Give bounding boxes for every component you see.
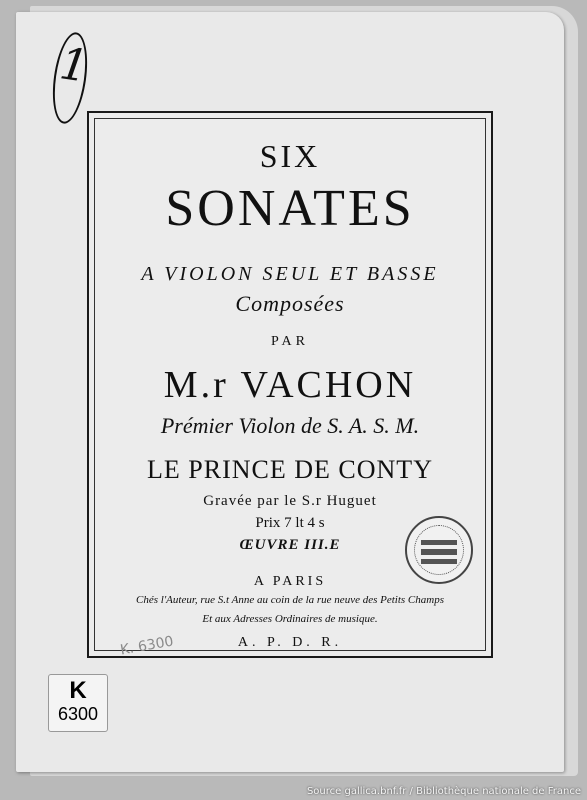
library-stamp-text-top (421, 540, 457, 545)
imprint-city: A PARIS (253, 574, 327, 589)
shelf-label-number: 6300 (57, 704, 99, 724)
privilege-mark: A. P. D. R. (237, 635, 343, 650)
author-name: M.r VACHON (163, 364, 417, 406)
price: Prix 7 lt 4 s (255, 515, 325, 531)
imprint-address: Chés l'Auteur, rue S.t Anne au coin de la rue neuve des Petits Champs (136, 594, 444, 606)
pencil-note: K. 6300 (119, 633, 175, 659)
library-stamp-text-middle (421, 549, 457, 555)
author-position: Prémier Violon de S. A. S. M. (160, 413, 420, 438)
title-six: SIX (259, 138, 321, 174)
patron: LE PRINCE DE CONTY (147, 455, 433, 484)
engraver: Gravée par le S.r Huguet (203, 493, 377, 509)
shelf-label-letter: K (69, 677, 87, 704)
shelf-label (48, 674, 108, 732)
imprint-sellers: Et aux Adresses Ordinaires de musique. (202, 613, 378, 625)
par: PAR (271, 334, 309, 349)
composees: Composées (235, 291, 345, 316)
library-stamp-text-bottom (421, 559, 457, 564)
title-sonates: SONATES (165, 180, 415, 237)
opus-number: ŒUVRE III.E (239, 537, 341, 553)
source-credit: Source gallica.bnf.fr / Bibliothèque nationale de France (306, 786, 581, 797)
instrumentation: A VIOLON SEUL ET BASSE (141, 263, 439, 285)
shelfmark-number: 1 (56, 38, 92, 93)
library-stamp (405, 516, 473, 584)
